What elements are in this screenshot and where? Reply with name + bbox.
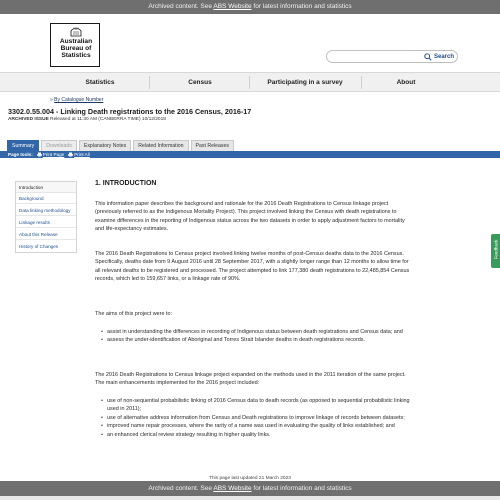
archive-banner-text: Archived content. See bbox=[148, 485, 214, 492]
tab-summary[interactable]: Summary bbox=[7, 140, 39, 151]
main-nav bbox=[0, 72, 500, 92]
coat-of-arms-icon bbox=[69, 27, 83, 37]
enhancements-list bbox=[107, 397, 413, 439]
sidebar-item-introduction[interactable]: Introduction bbox=[16, 182, 76, 193]
tab-past-releases[interactable]: Past Releases bbox=[191, 140, 234, 151]
tab-explanatory-notes[interactable]: Explanatory Notes bbox=[79, 140, 131, 151]
breadcrumb-catalogue-link[interactable]: By Catalogue Number bbox=[54, 97, 104, 103]
nav-item-about[interactable]: About bbox=[396, 79, 416, 86]
print-page-label: Print Page bbox=[42, 152, 65, 157]
printer-icon bbox=[37, 152, 42, 157]
list-item: • improved name repair processes, where the rarity of a name was used in evaluating the quality of links established; and bbox=[107, 422, 413, 430]
search-button-label: Search bbox=[433, 53, 454, 60]
list-item: • use of non-sequential probabilistic linking of 2016 Census data to death records (as opposed to sequential probabilistic linking used in 2011); bbox=[107, 397, 413, 414]
page-tools-bar bbox=[0, 151, 500, 158]
abs-website-link[interactable]: ABS Website bbox=[213, 3, 252, 10]
abs-logo[interactable] bbox=[50, 23, 100, 67]
paragraph-aims-intro: The aims of this project were to: bbox=[95, 311, 173, 317]
print-page-button[interactable] bbox=[37, 151, 64, 158]
archived-issue-label: ARCHIVED ISSUE bbox=[8, 117, 49, 122]
nav-item-statistics[interactable]: Statistics bbox=[85, 79, 115, 86]
archive-banner-text: Archived content. See bbox=[148, 3, 214, 10]
nav-item-participating[interactable]: Participating in a survey bbox=[267, 79, 343, 86]
paragraph-enhancements-intro: The 2016 Death Registrations to Census linkage project expanded on the methods used in the 2011 iteration of the same project. The main enhancements implemented for the 2016 project included: bbox=[95, 372, 406, 387]
release-time: Released at 11:30 AM (CANBERRA TIME) 10/12/2018 bbox=[48, 117, 166, 122]
site-header bbox=[0, 14, 500, 72]
print-all-label: Print All bbox=[74, 152, 90, 157]
archive-banner-text-after: for latest information and statistics bbox=[251, 3, 352, 10]
list-item: • an enhanced clerical review strategy resulting in higher quality links. bbox=[107, 431, 413, 439]
list-item: • assist in understanding the differences in recording of Indigenous status between death registrations and Census data; and bbox=[107, 328, 413, 336]
feedback-label: Feedback bbox=[493, 239, 499, 260]
search-button[interactable] bbox=[424, 51, 454, 62]
breadcrumb-prefix: » bbox=[50, 97, 55, 103]
sidebar-item-background[interactable]: Background bbox=[16, 193, 76, 204]
sidebar-item-about-release[interactable]: About this Release bbox=[16, 229, 76, 240]
print-all-button[interactable] bbox=[68, 151, 90, 158]
paragraph-project: The 2016 Death Registrations to Census project involved linking twelve months of post-Census deaths data to the 2016 Census. Specifically, deaths date from 9 August 2016 until 28 September 2017, with a slightly longer range than 12 months to allow time for all relevant deaths to be registered and processed. The project attempted to link 177,380 death registrations to 22,485,854 Census records, which led to 159,657 links, or a linkage rate of 90%. bbox=[95, 251, 410, 283]
archive-banner-top bbox=[0, 0, 500, 14]
list-item: • assess the under-identification of Aboriginal and Torres Strait Islander deaths in death registrations records. bbox=[107, 336, 413, 344]
tab-downloads[interactable]: Downloads bbox=[41, 140, 77, 151]
nav-divider bbox=[149, 76, 150, 89]
section-heading: 1. INTRODUCTION bbox=[95, 180, 157, 187]
archive-banner-text-after: for latest information and statistics bbox=[251, 485, 352, 492]
archive-banner-bottom bbox=[0, 481, 500, 496]
page-title: 3302.0.55.004 - Linking Death registrations to the 2016 Census, 2016-17 bbox=[8, 107, 252, 116]
nav-divider bbox=[361, 76, 362, 89]
aims-list bbox=[107, 328, 413, 345]
search-icon bbox=[424, 53, 432, 61]
release-info bbox=[8, 117, 166, 122]
nav-divider bbox=[249, 76, 250, 89]
sidebar-item-history[interactable]: History of Changes bbox=[19, 244, 59, 249]
tab-bar bbox=[7, 140, 234, 151]
feedback-button[interactable] bbox=[491, 234, 500, 268]
logo-text: Australian Bureau of Statistics bbox=[59, 38, 93, 59]
printer-icon bbox=[68, 152, 73, 157]
sidebar-nav bbox=[15, 181, 77, 253]
paragraph-intro: This information paper describes the background and rationale for the 2016 Death Registrations to Census linkage project (previously referred to as the Indigenous Mortality Project). This project involved linking the Census with death registrations to examine differences in the reporting of Indigenous status across the two datasets in order to apply adjustment factors to mortality and life-expectancy estimates. bbox=[95, 201, 405, 233]
page-tools-label: Page tools: bbox=[8, 152, 33, 157]
last-updated: This page last updated 21 March 2023 bbox=[209, 476, 291, 481]
sidebar-item-data-linking[interactable]: Data linking methodology bbox=[16, 205, 76, 216]
abs-website-link[interactable]: ABS Website bbox=[213, 485, 252, 492]
nav-item-census[interactable]: Census bbox=[188, 79, 212, 86]
sidebar-item-linkage-results[interactable]: Linkage results bbox=[16, 217, 76, 228]
breadcrumb bbox=[50, 97, 103, 103]
search-box bbox=[326, 50, 458, 63]
search-input[interactable] bbox=[333, 52, 425, 61]
tab-related-information[interactable]: Related Information bbox=[133, 140, 188, 151]
page bbox=[0, 14, 500, 481]
list-item: • use of alternative address information from Census and Death registrations to improve linkage of records between datasets; bbox=[107, 414, 413, 422]
